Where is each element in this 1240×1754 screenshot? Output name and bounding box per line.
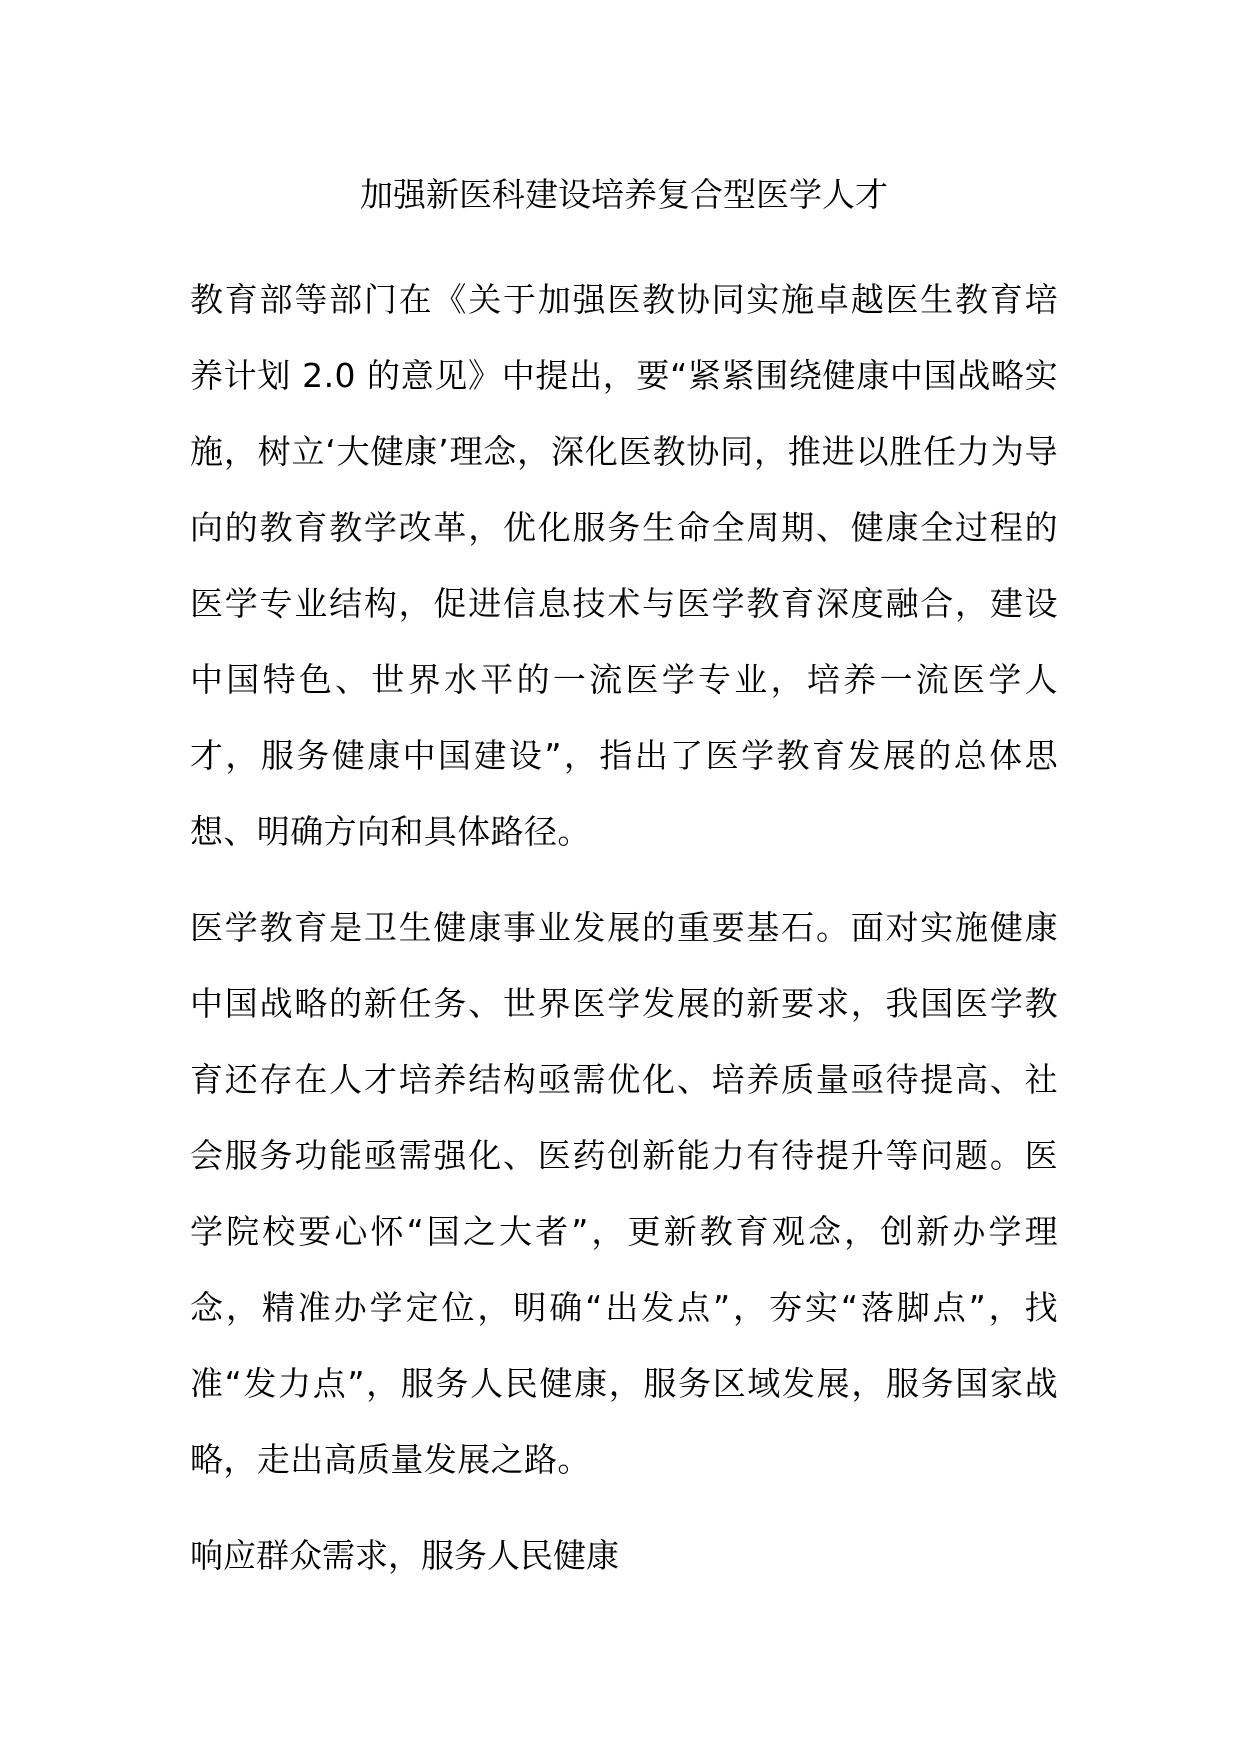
document-title: 加强新医科建设培养复合型医学人才 [360, 175, 888, 214]
section-heading: 响应群众需求，服务人民健康 [190, 1536, 619, 1575]
paragraph-1: 教育部等部门在《关于加强医教协同实施卓越医生教育培养计划 2.0 的意见》中提出，要“紧紧围绕健康中国战略实施，树立‘大健康’理念，深化医教协同，推进以胜任力为导向的教育教学改革，优化服务生命全周期、健康全过程的医学专业结构，促进信息技术与医学教育深度融合，建设中国特色、世界水平的一流医学专业，培养一流医学人才，服务健康中国建设”，指出了医学教育发展的总体思想、明确方向和具体路径。 [190, 280, 1058, 851]
paragraph-2: 医学教育是卫生健康事业发展的重要基石。面对实施健康中国战略的新任务、世界医学发展的新要求，我国医学教育还存在人才培养结构亟需优化、培养质量亟待提高、社会服务功能亟需强化、医药创新能力有待提升等问题。医学院校要心怀“国之大者”，更新教育观念，创新办学理念，精准办学定位，明确“出发点”，夯实“落脚点”，找准“发力点”，服务人民健康，服务区域发展，服务国家战略，走出高质量发展之路。 [190, 908, 1058, 1479]
document-body [190, 262, 1058, 1594]
